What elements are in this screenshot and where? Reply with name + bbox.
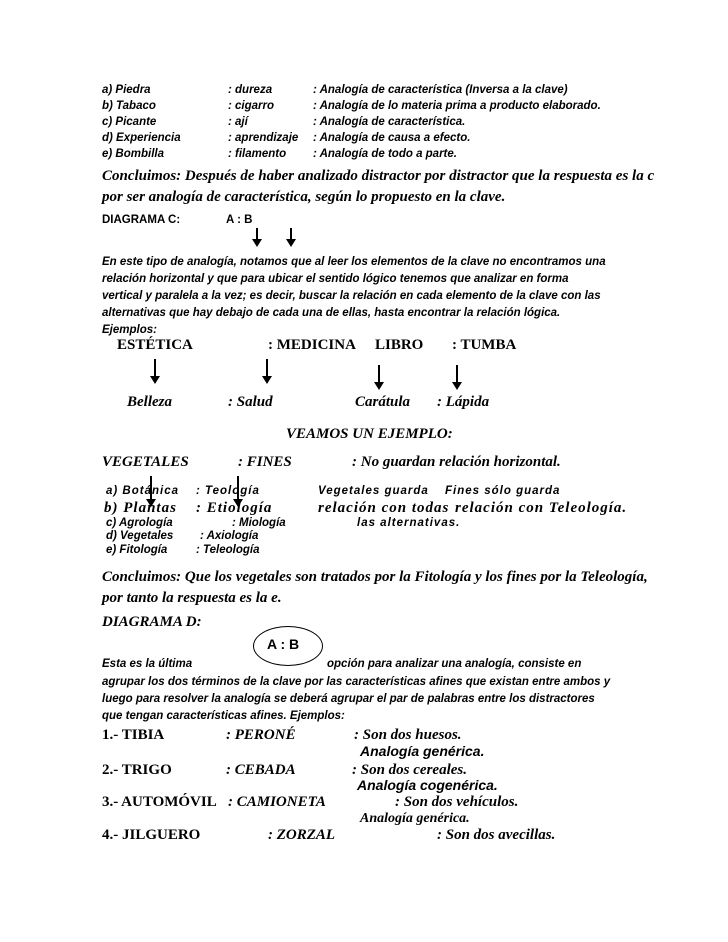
example-d-4-c: : Son dos avecillas. xyxy=(437,827,556,843)
down-arrow-icon xyxy=(266,359,268,377)
example-c-bottom-2: : Salud xyxy=(228,394,273,410)
pair-term: : filamento xyxy=(228,148,287,160)
intro-c-line: alternativas que hay debajo de cada una de ellas, hasta encontrar la relación lógica. xyxy=(102,307,561,319)
side-note-3: las alternativas. xyxy=(357,517,461,529)
intro-d-rest xyxy=(102,674,610,725)
option-term: : Miología xyxy=(232,517,286,529)
down-arrow-icon xyxy=(154,359,156,377)
option-term: : Teología xyxy=(196,485,260,497)
example-d-1-b: : PERONÉ xyxy=(226,727,296,743)
example-d-3-note: Analogía genérica. xyxy=(360,811,470,826)
down-arrow-icon xyxy=(256,228,258,240)
example-d-1-a: 1.- TIBIA xyxy=(102,727,165,743)
veamos-heading: VEAMOS UN EJEMPLO: xyxy=(286,426,453,442)
conclusion-2-line: por tanto la respuesta es la e. xyxy=(102,590,282,606)
pair-term: : dureza xyxy=(228,84,273,96)
diagram-d-formula: A : B xyxy=(267,636,300,652)
example-c-bottom-4: : Lápida xyxy=(437,394,490,410)
pair-alt: c) Picante xyxy=(102,116,157,128)
pair-term: : cigarro xyxy=(228,100,275,112)
diagram-d-label: DIAGRAMA D: xyxy=(102,614,202,630)
intro-c-line: Ejemplos: xyxy=(102,324,157,336)
intro-c xyxy=(102,254,606,339)
pair-desc: : Analogía de lo materia prima a producto elaborado. xyxy=(313,100,601,112)
example-d-3-c: : Son dos vehículos. xyxy=(395,794,519,810)
option-alt: c) Agrología xyxy=(106,517,173,529)
intro-d-line: luego para resolver la analogía se deberá agrupar el par de palabras entre los distractores xyxy=(102,693,595,705)
intro-d-line: que tengan características afines. Ejemplos: xyxy=(102,710,345,722)
example-d-2-note: Analogía cogenérica. xyxy=(357,777,498,793)
conclusion-2 xyxy=(102,567,648,609)
intro-d-line: agrupar los dos términos de la clave por las características afines que existan entre ambos y xyxy=(102,676,611,688)
example-d-2-c: : Son dos cereales. xyxy=(352,762,467,778)
example-d-4-b: : ZORZAL xyxy=(268,827,336,843)
example-d-2-a: 2.- TRIGO xyxy=(102,762,172,778)
intro-c-line: relación horizontal y que para ubicar el sentido lógico tenemos que analizar en forma xyxy=(102,273,569,285)
example-d-3-b: : CAMIONETA xyxy=(228,794,326,810)
side-note-2b: relación con Teleología. xyxy=(455,500,628,516)
conclusion-1-line: por ser analogía de característica, según lo propuesto en la clave. xyxy=(102,189,506,205)
pair-alt: e) Bombilla xyxy=(102,148,164,160)
intro-c-line: En este tipo de analogía, notamos que al leer los elementos de la clave no encontramos una xyxy=(102,256,606,268)
pair-term: : ají xyxy=(228,116,248,128)
pair-desc: : Analogía de característica (Inversa a la clave) xyxy=(313,84,568,96)
pair-desc: : Analogía de causa a efecto. xyxy=(313,132,471,144)
option-term: : Teleología xyxy=(196,544,260,556)
vegetales-c: : No guardan relación horizontal. xyxy=(352,454,561,470)
option-alt: b) Plantas xyxy=(104,500,177,516)
example-d-4-a: 4.- JILGUERO xyxy=(102,827,201,843)
option-term: : Etiología xyxy=(196,500,273,516)
example-c-bottom-1: Belleza xyxy=(127,394,172,410)
example-d-2-b: : CEBADA xyxy=(226,762,296,778)
vegetales-b: : FINES xyxy=(238,454,292,470)
pair-alt: a) Piedra xyxy=(102,84,151,96)
example-c-top-1: ESTÉTICA xyxy=(117,337,193,353)
pair-term: : aprendizaje xyxy=(228,132,299,144)
conclusion-1-line: Concluimos: Después de haber analizado distractor por distractor que la respuesta es la c xyxy=(102,168,655,184)
intro-d-line1b: opción para analizar una analogía, consiste en xyxy=(327,658,582,670)
example-c-top-2: : MEDICINA xyxy=(268,337,356,353)
down-arrow-icon xyxy=(378,365,380,383)
diagram-c-label: DIAGRAMA C: xyxy=(102,214,181,226)
side-note-1b: Fines sólo guarda xyxy=(445,485,561,497)
example-d-3-a: 3.- AUTOMÓVIL xyxy=(102,794,217,810)
down-arrow-icon xyxy=(290,228,292,240)
pair-alt: b) Tabaco xyxy=(102,100,156,112)
option-alt: d) Vegetales xyxy=(106,530,174,542)
example-c-top-3: LIBRO xyxy=(375,337,424,353)
example-d-1-note: Analogía genérica. xyxy=(360,743,485,759)
example-d-1-c: : Son dos huesos. xyxy=(354,727,462,743)
intro-c-line: vertical y paralela a la vez; es decir, buscar la relación en cada elemento de la clave con las xyxy=(102,290,601,302)
down-arrow-icon xyxy=(456,365,458,383)
vegetales-a: VEGETALES xyxy=(102,454,189,470)
option-term: : Axiología xyxy=(200,530,259,542)
example-c-top-4: : TUMBA xyxy=(452,337,517,353)
conclusion-1 xyxy=(102,166,654,208)
example-c-bottom-3: Carátula xyxy=(355,394,411,410)
option-alt: e) Fitología xyxy=(106,544,168,556)
pair-desc: : Analogía de todo a parte. xyxy=(313,148,457,160)
intro-d-line1a: Esta es la última xyxy=(102,658,193,670)
option-alt: a) Botánica xyxy=(106,485,179,497)
diagram-c-formula: A : B xyxy=(226,214,253,226)
pair-alt: d) Experiencia xyxy=(102,132,181,144)
pair-desc: : Analogía de característica. xyxy=(313,116,466,128)
side-note-1a: Vegetales guarda xyxy=(318,485,429,497)
side-note-2a: relación con todas xyxy=(318,500,450,516)
conclusion-2-line: Concluimos: Que los vegetales son tratados por la Fitología y los fines por la Teleología, xyxy=(102,569,648,585)
